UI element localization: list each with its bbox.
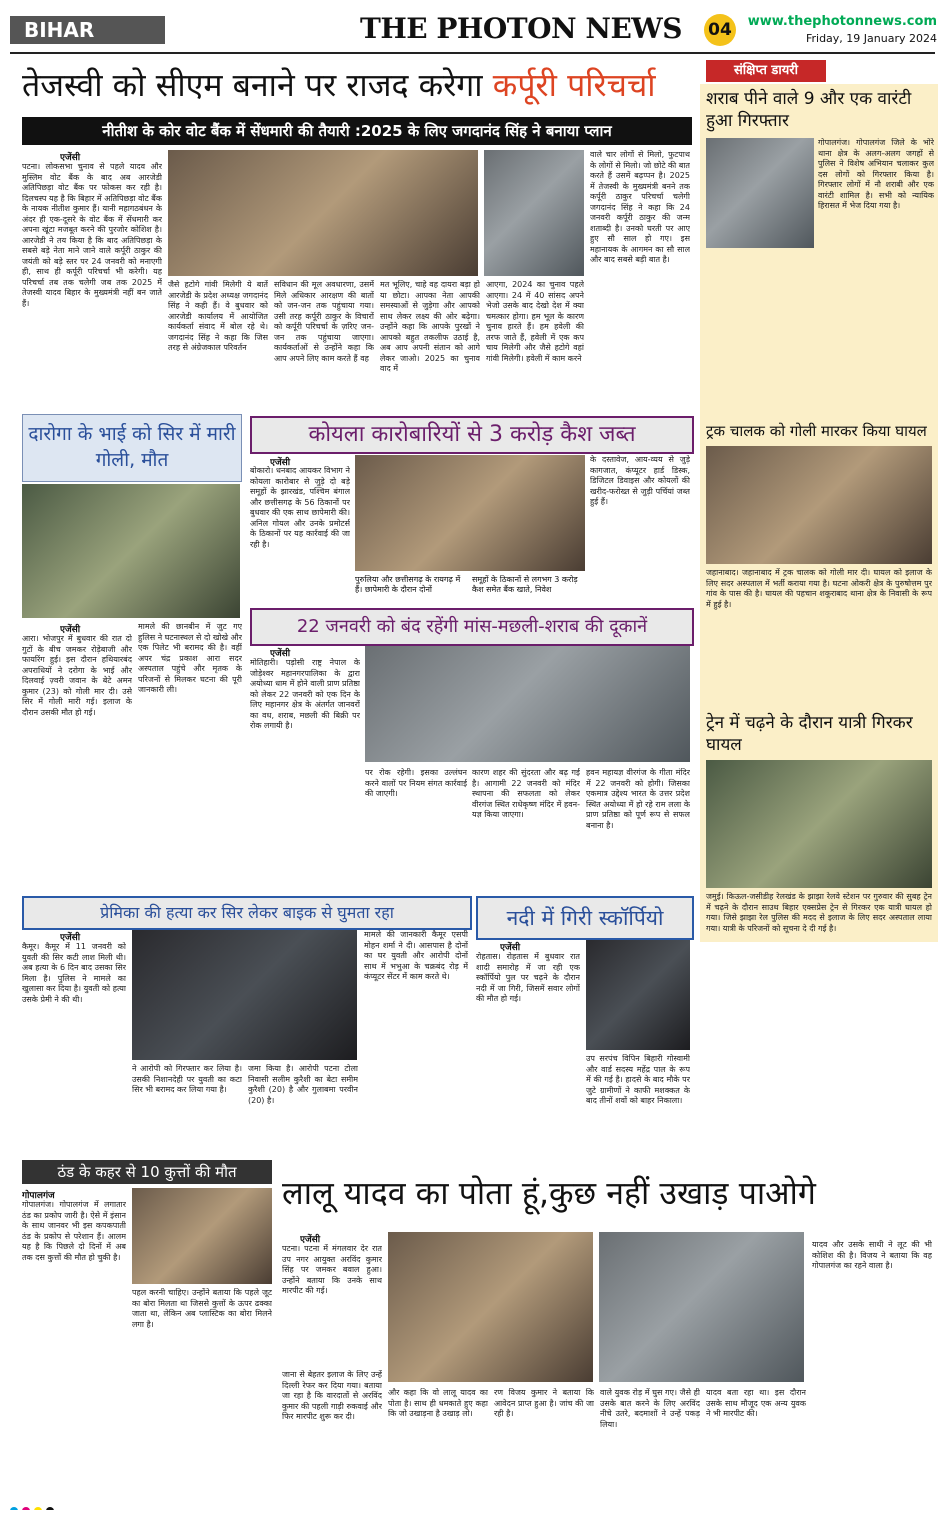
sidebar-story2-photo [706, 446, 932, 564]
daroga-column-2: मामले की छानबीन में जुट गए हुलिस ने घटनास्थल से दो खोखे और एक पिलेट भी बरामद की है। वहीं अपर चंद्र प्रकाश आरा सदर अस्पताल पहुंचे और मृतक के परिजनों से मिलकर घटना की पूरी जानकारी ली। [138, 622, 242, 694]
thand-head-bar [22, 1160, 272, 1184]
koyla-column-1: बोकारो। धनबाद आयकर विभाग ने कोयला कारोबार से जुड़े दो बड़े समूहों के झारखंड, पश्चिम बंगाल और छत्तीसगढ़ के 56 ठिकानों पर बुधवार की एक साथ छापेमारी की। अनिल गोयल और उनके प्रमोटर्स के ठिकानों पर यह कार्रवाई की जा रही है। [250, 466, 350, 549]
scorpio-photo [586, 940, 690, 1050]
thand-headline: ठंड के कहर से 10 कुत्तों की मौत [57, 1163, 237, 1181]
lead-column-3: सविधान की मूल अवधारणा, उसमें मिले अधिकार आरक्षण की बातों को जन-जन तक पहुंचाया गया। उसी तरह कर्पूरी ठाकुर के विचारों को कर्पूरी परिचर्चा के ज़रिए जन-जन तक पहुंचाया जाएगा। कार्यकर्ताओं से उन्होंने कहा कि आप अपने लिए काम करते हैं वह [274, 280, 374, 363]
lalu-hospital-photo [599, 1232, 804, 1382]
sidebar-story3-headline: ट्रेन में चढ़ने के दौरान यात्री गिरकर घायल [706, 713, 913, 755]
premika-police-photo [132, 930, 357, 1060]
lalu-column-1: पटना। पटना में मंगलवार देर रात उप नगर आयुक्त अरविंद कुमार सिंह पर जमकर बवाल हुआ। उन्होंने बताया कि उनके साथ मारपीट की गई। [282, 1244, 382, 1295]
scorpio-byline: एजेंसी [500, 943, 521, 952]
page-number-badge: 04 [704, 14, 736, 46]
sidebar-story1-photo [706, 138, 814, 248]
premika-column-3: जमा किया है। आरोपी पटना टोला निवासी सलीम कुरैशी का बेटा समीम कुरैशी (20) है और गुलाबमा परवीन (20) है। [248, 1064, 358, 1105]
koyla-headline: कोयला कारोबारियों से 3 करोड़ कैश जब्त [250, 416, 694, 454]
meat-temple-photo [365, 646, 690, 762]
premika-column-2: ने आरोपी को गिरफ्तार कर लिया है। उसकी निशानदेही पर युवती का कटा सिर भी बरामद कर लिया गया है। [132, 1064, 242, 1094]
masthead-logo: THE PHOTON NEWS [360, 12, 682, 45]
thand-byline: गोपालगंज [22, 1191, 55, 1200]
meat-column-3: कारण शहर की सुंदरता और बढ़ गई है। आगामी 22 जनवरी को मंदिर स्थापना की सफलता को लेकर वीरगंज स्थित राधेकृष्ण मंदिर में हवन-यज्ञ किया जाएगा। [472, 768, 580, 819]
black-dot [46, 1507, 54, 1510]
koyla-column-2: के दस्तावेज, आय-व्यय से जुड़े कागजात, कंप्यूटर हार्ड डिस्क, डिजिटल डिवाइस और कोयलों की खरीद-फरोख्त से जुड़ी पर्चियां जब्त हुई हैं। [590, 455, 690, 506]
lead-subhead: नीतीश के कोर वोट बैंक में सेंधमारी की तैयारी :2025 के लिए जगदानंद सिंह ने बनाया प्लान [22, 117, 692, 145]
cyan-dot [10, 1507, 18, 1510]
section-tag: BIHAR [10, 16, 165, 44]
sidebar-story1-headline: शराब पीने वाले 9 और एक वारंटी हुआ गिरफ्तार [706, 89, 912, 131]
scorpio-headline: नदी में गिरी स्कॉर्पियो [476, 896, 694, 940]
koyla-byline: एजेंसी [270, 458, 291, 467]
premika-column-4: मामले की जानकारी कैमूर एसपी मोहन शर्मा ने दी। आसपास है दोनों का घर युवती और आरोपी दोनों साथ में भभुआ के चक्रबंद रोड़ में कंप्यूटर सेंटर में काम करते थे। [364, 930, 468, 981]
sidebar-story2-headline: ट्रक चालक को गोली मारकर किया घायल [706, 422, 927, 440]
thand-column-2: पहल करनी चाहिए। उन्होंने बताया कि पहले जूट का बोरा मिलता था जिससे कुत्तों के ऊपर ढक्का जाता था, लेकिन अब प्लास्टिक का बोरा मिलने लगा है। [132, 1288, 272, 1329]
meat-column-1: मोतिहारी। पड़ोसी राष्ट्र नेपाल के जोड़ेश्वर महानगरपालिका के द्वारा अयोध्या धाम में होने वाली प्राण प्रतिष्ठा को लेकर 22 जनवरी को एक दिन के लिए महानगर क्षेत्र के अंतर्गत जानवरों का वध, शराब, मछली की बिक्री पर रोक लगायी है। [250, 658, 360, 730]
lead-column-2: जैसे हटोगे गांवी मिलेगी ये बातें आरजेडी के प्रदेश अध्यक्ष जगदानंद सिंह ने कही हैं। वे बुधवार को आरजेडी कार्यालय में आयोजित कार्यकर्ता संवाद में बोल रहे थे। जगदानंद सिंह ने कहा कि जिस तरह से अंग्रेजकाल परिवर्तन [168, 280, 268, 352]
koyla-caption-2: समूहों के ठिकानों से लगभग 3 करोड़ कैश समेत बैंक खाते, निवेश [472, 575, 578, 594]
lalu-column-4: रण विजय कुमार ने बताया कि आवेदन प्राप्त हुआ है। जांच की जा रही है। [494, 1388, 594, 1418]
sidebar-story2-body: जहानाबाद। जहानाबाद में ट्रक चालक को गोली मार दी। घायल को इलाज के लिए सदर अस्पताल में भर्ती कराया गया है। घटना ओकरी क्षेत्र के पुरुषोत्तम पुर गांव के पास की है। घायल की पहचान शकूराबाद थाना क्षेत्र के निवासी के रूप में हुई है। [706, 568, 932, 609]
meat-byline: एजेंसी [270, 649, 291, 658]
sidebar-story3-body: जमुई। किऊल-जसीडीह रेलखंड के झाझा रेलवे स्टेशन पर गुरुवार की सुबह ट्रेन में चढ़ने के दौरान साउथ बिहार एक्सप्रेस ट्रेन से गिरकर एक यात्री घायल हो गया। जिसे झाझा रेल पुलिस की मदद से इलाज के लिए सदर अस्पताल लाया गया। यात्री के परिजनों को सूचना दे दी गई है। [706, 892, 932, 933]
daroga-headline: दारोगा के भाई को सिर में मारी गोली, मौत [28, 423, 236, 471]
sidebar-story1-body: गोपालगंज। गोपालगंज जिले के भोरे थाना क्षेत्र के अलग-अलग जगहों से पुलिस ने विशेष अभियान चलाकर कुल दस लोगों को गिरफ्तार किया है। गिरफ्तार लोगों में नौ शराबी और एक वारंटी शामिल है। सभी को न्यायिक हिरासत में भेज दिया गया है। [818, 138, 934, 210]
premika-byline: एजेंसी [60, 933, 81, 942]
sidebar-tag: संक्षिप्त डायरी [706, 60, 826, 82]
lalu-column-6: यादव बता रहा था। इस दौरान उसके साथ मौजूद एक अन्य युवक ने भी मारपीट की। [706, 1388, 806, 1418]
daroga-head-box [22, 414, 242, 482]
scorpio-column-1: रोहतास। रोहतास में बुधवार रात शादी समारोह में जा रही एक स्कॉर्पियो पुल पर चढ़ने के दौरान नदी में जा गिरी, जिसमें सवार लोगों की मौत हो गई। [476, 952, 580, 1003]
premika-column-1: कैमूर। कैमूर में 11 जनवरी को युवती की सिर कटी लाश मिली थी। अब हत्या के 6 दिन बाद उसका सिर मिला है। पुलिस ने मामले का खुलासा कर दिया है। युवती को हत्या उसके प्रेमी ने की थी। [22, 942, 126, 1004]
magenta-dot [22, 1507, 30, 1510]
lead-photo-jagdanand [484, 150, 584, 276]
premika-headline: प्रेमिका की हत्या कर सिर लेकर बाइक से घुमता रहा [22, 896, 472, 930]
lead-headline [22, 56, 700, 114]
koyla-caption-1: पुरुलिया और छत्तीसगढ़ के रायगढ़ में हैं। छापेमारी के दौरान दोनों [355, 575, 461, 594]
lead-column-1: पटना। लोकसभा चुनाव से पहले यादव और मुस्लिम वोट बैंक के बाद अब आरजेडी अतिपिछड़ा वोट बैंक पर फोकस कर रही है। दिलचस्प यह है कि बिहार में अतिपिछड़ा वोट बैंक के नायक नीतीश कुमार हैं। यानी महागठबंधन के अंदर ही एक-दूसरे के वोट बैंक में सेंधमारी कर अपना खूंटा मजबूत करने की पुरजोर कोशिश है। आरजेडी ने तय किया है कि बाद अतिपिछड़ा के सबसे बड़े नेता माने जाने वाले कर्पूरी ठाकुर की जयंती को बड़े स्तर पर 24 जनवरी को मनाएगी ही, साथ ही कर्पूरी परिचर्चा भी करेगी। यह परिचर्चा तब तक चलेगी जब तक 2025 में तेजस्वी यादव बिहार के मुख्यमंत्री नहीं बन जाते हैं। [22, 162, 162, 308]
lead-column-5: आएगा, 2024 का चुनाव पहले आएगा। 24 में 40 सांसद अपने भेजो उसके बाद देखो देश में क्या चमत्कार होगा। हम भूल के कारण चुनाव हारते हैं। हम हवेली की तरफ जाते हैं, हवेली में एक कप चाय मिलेगी और जैसे हटोगे वहां गांवी मिलेगी। हवेली में काम करने [486, 280, 584, 363]
print-registration-marks [10, 1500, 935, 1510]
lead-photo-tejashwi [168, 150, 478, 276]
koyla-raid-photo [355, 455, 585, 571]
lalu-column-3: और कहा कि वो लालू यादव का पोता है। साथ ही धमकाते हुए कहा कि जो उखाड़ना है उखाड़ लो। [388, 1388, 488, 1418]
scorpio-column-2: उप सरपंच विपिन बिहारी गोस्वामी और वार्ड सदस्य महेंद्र पाल के रूप में की गई है। हादसे के बाद मौके पर जुटे ग्रामीणों ने काफी मशक्कत के बाद तीनों शवों को बाहर निकाला। [586, 1054, 690, 1105]
lalu-headline: लालू यादव का पोता हूं,कुछ नहीं उखाड़ पाओगे [282, 1174, 816, 1212]
lalu-column-5: वाले युवक रोड़ में घुस गए। जैसे ही उसके बात करने के लिए अरविंद नीचे उतरे, बदमाशों ने उन्हें पकड़ लिया। [600, 1388, 700, 1429]
meat-headline: 22 जनवरी को बंद रहेंगी मांस-मछली-शराब की दूकानें [250, 608, 694, 646]
daroga-column-1: आरा। भोजपुर में बुधवार की रात दो गुटों के बीच जमकर रोड़ेबाजी और फायरिंग हुई। इस दौरान हथियारबंद अपराधियों ने दरोगा के भाई और दिलवाई ज़्वरी जवान के बेटे अमन कुमार (23) को गोली मार दी। उसे सिर में गोली मारी गई। इलाज के दौरान उसकी मौत हो गई। [22, 634, 132, 717]
thand-dog-photo [132, 1188, 272, 1284]
website-link[interactable]: www.thephotonnews.com [747, 14, 937, 29]
daroga-victim-photo [22, 484, 240, 618]
lead-headline-accent: कर्पूरी परिचर्चा [492, 66, 656, 104]
daroga-byline: एजेंसी [60, 625, 81, 634]
lalu-column-2: जाना से बेहतर इलाज के लिए उन्हें दिल्ली रेफर कर दिया गया। बताया जा रहा है कि वारदातों से अरविंद कुमार की पहली गाड़ी रुकवाई और फिर मारपीट शुरू कर दी। [282, 1370, 382, 1421]
lead-headline-main: तेजस्वी को सीएम बनाने पर राजद करेगा [22, 66, 493, 104]
meat-column-2: पर रोक रहेगी। इसका उल्लंघन करने वालों पर नियम संगत कार्रवाई की जाएगी। [365, 768, 467, 798]
header-rule [10, 52, 935, 54]
lalu-column-7: यादव और उसके साथी ने लूट की भी कोशिश की है। विजय ने बताया कि वह गोपालगंज का रहने वाला है। [812, 1240, 932, 1270]
yellow-dot [34, 1507, 42, 1510]
lead-byline: एजेंसी [60, 153, 81, 162]
lead-column-6: वाले चार लोगों से मिलो, फुटपाथ के लोगों से मिलो। जो छोटे की बात करते हैं उसमें बढ़प्पन है। 2025 में तेजस्वी के मुख्यमंत्री बनने तक कर्पूरी ठाकुर परिचर्चा चलेगी जगदानंद सिंह ने कहा कि 24 जनवरी कर्पूरी ठाकुर की जन्म शताब्दी है। उनको घरती पर आए हुए सौ साल हो गए। इस महानायक के आगमन का सौ साल और बाद सबसे बड़ी बात है। [590, 150, 690, 264]
lalu-byline: एजेंसी [300, 1235, 321, 1244]
sidebar-story3-photo [706, 760, 932, 888]
thand-column-1: गोपालगंज। गोपालगंज में लगातार ठंड का प्रकोप जारी है। ऐसे में इंसान के साथ जानवर भी इस कपकपाती ठंड के प्रकोप से परेशान हैं। आलम यह है कि पिछले दो दिनों में अब तक दस कुत्तों की मौत हो चुकी है। [22, 1200, 126, 1262]
lead-column-4: मत भूलिए, चाहे वह दायरा बड़ा हो या छोटा। आपका नेता आपकी समस्याओं से जुड़ेगा और आपको साथ लेकर लक्ष्य की ओर बढ़ेगा। उन्होंने कहा कि आपके पुरखों ने आपको बहुत तकलीफ उठाई है, अब आप अपनी संतान को आगे लेकर जाओ। 2025 का चुनाव वाद में [380, 280, 480, 373]
lalu-injured-photo [388, 1232, 593, 1382]
meat-column-4: हवन महायज्ञ वीरगंज के गीता मंदिर में 22 जनवरी को होगी। जिसका एकमात्र उद्देश्य भारत के उत्तर प्रदेश स्थित अयोध्या में हो रहे राम लला के प्राण प्रतिष्ठा को पूर्ण रूप से सफल बनाना है। [586, 768, 690, 830]
issue-date: Friday, 19 January 2024 [805, 32, 937, 45]
